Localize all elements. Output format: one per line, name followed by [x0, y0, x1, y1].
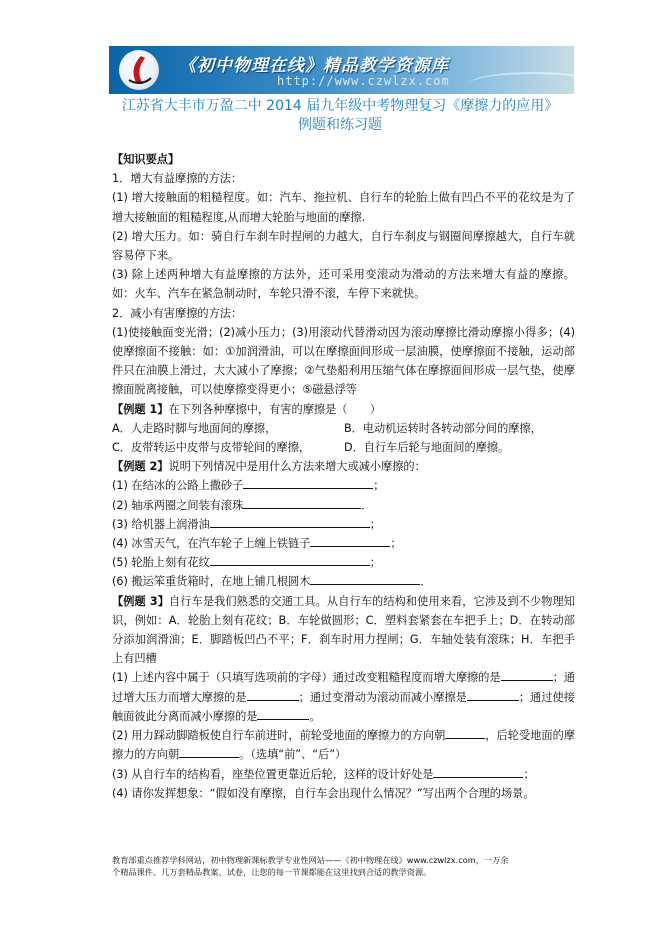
footer-line-1: 教育部重点推荐学科网站，初中物理新课标教学专业性网站——《初中物理在线》www.czwlzx.com，一万余 — [112, 855, 509, 865]
knowledge-heading: 【知识要点】 — [112, 153, 180, 166]
answer-blank[interactable] — [310, 572, 420, 585]
example-2-item-2: (2) 轴承两圈之间装有滚珠 ． — [112, 496, 575, 515]
example-2-item-5: (5) 轮胎上刻有花纹 ； — [112, 553, 575, 572]
answer-blank[interactable] — [467, 688, 519, 701]
option-d: D．自行车后轮与地面间的摩擦。 — [344, 441, 510, 455]
example-2-label: 【例题 2】 — [112, 460, 169, 474]
answer-blank[interactable] — [247, 688, 299, 701]
example-1-options-cd — [112, 438, 575, 457]
answer-blank[interactable] — [445, 726, 485, 739]
example-3-question-3: (3) 从自行车的结构看，座垫位置更靠近后轮，这样的设计好处是 ； — [112, 765, 575, 784]
option-a: A．人走路时脚与地面间的摩擦， — [112, 421, 277, 435]
example-3-question-1: (1) 上述内容中属于（只填写选项前的字母）通过改变粗糙程度而增大摩擦的是 ；通过增大压力而增大摩擦的是 ；通过变滑动为滚动而减小摩擦是 ；通过使接触面彼此分离而减小摩擦的是 。 — [112, 668, 575, 726]
footer-line-2: 个精品课件、几万套精品教案、试卷，让您的每一节课都能在这里找到合适的教学资源。 — [112, 867, 432, 877]
title-line-2: 例题和练习题 — [298, 117, 382, 133]
example-2-question: 【例题 2】说明下列情况中是用什么方法来增大或减小摩擦的： — [112, 460, 426, 474]
example-1-label: 【例题 1】 — [112, 402, 169, 416]
banner-url: http://www.czwlzx.com — [277, 74, 450, 88]
document-body — [112, 150, 575, 803]
answer-blank[interactable] — [257, 707, 309, 720]
example-3-label: 【例题 3】 — [112, 594, 169, 608]
answer-blank[interactable] — [310, 534, 390, 547]
site-logo — [119, 50, 159, 90]
section-2-paragraph-1: (1)使接触面变光滑；(2)减小压力；(3)用滚动代替滑动因为滚动摩擦比滑动摩擦小得多；(4)使摩擦面不接触：如：①加润滑油，可以在摩擦面间形成一层油膜，使摩擦面不接触，运动部件只在油膜上滑过，大大减小了摩擦；②气垫船利用压缩气体在摩擦面间形成一层气垫，使摩擦面脱离接触，可以使摩擦变得更小；⑤磁悬浮等 — [112, 325, 575, 397]
answer-blank[interactable] — [179, 745, 239, 758]
example-2-item-6: (6) 搬运笨重货箱时，在地上铺几根圆木 ． — [112, 572, 575, 591]
title-line-1: 江苏省大丰市万盈二中 2014 届九年级中考物理复习《摩擦力的应用》 — [121, 98, 559, 114]
page-footer — [112, 854, 580, 878]
example-1-options-ab — [112, 419, 575, 438]
section-1-paragraph-3: (3) 除上述两种增大有益摩擦的方法外，还可采用变滚动为滑动的方法来增大有益的摩擦。如：火车、汽车在紧急制动时，车轮只滑不滚，车停下来就快。 — [112, 268, 575, 301]
option-b: B．电动机运转时各转动部分间的摩擦， — [344, 421, 542, 435]
example-3-question-4: (4) 请你发挥想象：“假如没有摩擦，自行车会出现什么情况？”写出两个合理的场景。 — [112, 786, 535, 800]
banner-swirl-decoration — [469, 72, 574, 94]
example-1-question: 【例题 1】在下列各种摩擦中，有害的摩擦是（ ） — [112, 402, 382, 416]
section-1-paragraph-2: (2) 增大压力。如：骑自行车刹车时捏闸的力越大，自行车刹皮与钢圈间摩擦越大，自行车就容易停下来。 — [112, 229, 575, 263]
section-2-title: 2．减小有害摩擦的方法： — [112, 306, 243, 320]
example-3-question-2: (2) 用力踩动脚踏板使自行车前进时，前轮受地面的摩擦力的方向朝 ，后轮受地面的摩擦力的方向朝 。（选填“前”、“后”） — [112, 726, 575, 764]
answer-blank[interactable] — [210, 553, 370, 566]
example-2-item-1: (1) 在结冰的公路上撒砂子 ； — [112, 476, 575, 495]
option-c: C．皮带转运中皮带与皮带轮间的摩擦， — [112, 441, 311, 455]
section-1-title: 1．增大有益摩擦的方法： — [112, 172, 243, 186]
answer-blank[interactable] — [243, 496, 361, 509]
example-3-intro: 【例题 3】自行车是我们熟悉的交通工具。从自行车的结构和使用来看，它涉及到不少物理知识，例如：A．轮胎上刻有花纹；B．车轮做圆形；C．塑料套紧套在车把手上；D．在转动部分添加润滑油；E．脚踏板凹凸不平；F．刹车时用力捏闸；G．车轴处装有滚珠；H．车把手上有凹槽 — [112, 594, 575, 666]
example-2-item-4: (4) 冰雪天气，在汽车轮子上缠上铁链子 ； — [112, 534, 575, 553]
example-2-item-3: (3) 给机器上润滑油 ； — [112, 515, 575, 534]
header-banner — [109, 46, 574, 94]
answer-blank[interactable] — [433, 765, 523, 778]
answer-blank[interactable] — [501, 668, 553, 681]
answer-blank[interactable] — [210, 515, 370, 528]
section-1-paragraph-1: (1) 增大接触面的粗糙程度。如：汽车、拖拉机、自行车的轮胎上做有凹凸不平的花纹是为了增大接触面的粗糙程度,从而增大轮胎与地面的摩擦. — [112, 191, 575, 224]
banner-slogan: 《初中物理在线》精品教学资源库 — [179, 56, 449, 76]
answer-blank[interactable] — [243, 476, 373, 489]
page-title — [90, 97, 590, 135]
